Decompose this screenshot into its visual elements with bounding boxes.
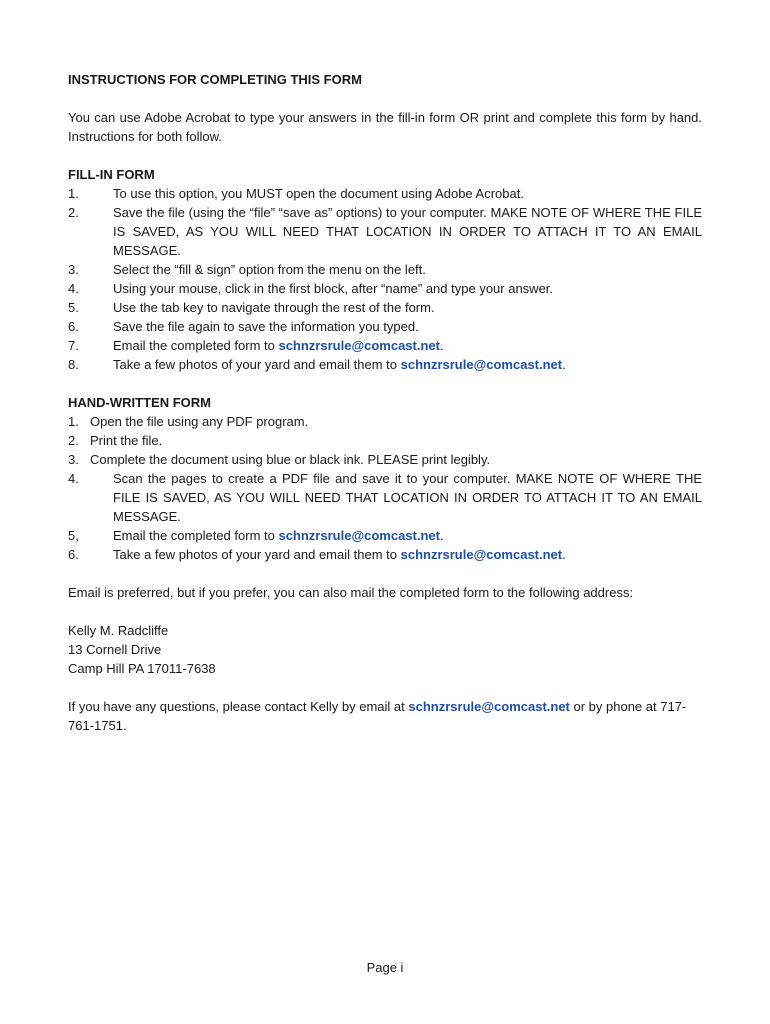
contact-text-before: If you have any questions, please contact Kelly by email at: [68, 699, 409, 714]
item-number: 1.: [68, 414, 79, 429]
item-text-before-link: Email the completed form to: [113, 338, 279, 353]
address-name: Kelly M. Radcliffe: [68, 623, 169, 638]
item-text-before-link: Take a few photos of your yard and email them to: [113, 357, 401, 372]
fill-in-list: [68, 184, 702, 374]
document-page: [68, 70, 702, 754]
item-number: 2.: [68, 205, 79, 220]
item-number: 7.: [68, 338, 79, 353]
item-number: 2.: [68, 433, 79, 448]
item-text-after-link: .: [439, 528, 444, 543]
item-text-after-link: .: [562, 547, 566, 562]
item-text: Complete the document using blue or black ink. PLEASE print legibly.: [90, 452, 491, 467]
hand-written-heading: HAND-WRITTEN FORM: [68, 395, 211, 410]
item-text: Open the file using any PDF program.: [90, 414, 309, 429]
item-text: [113, 526, 702, 545]
list-item: [68, 336, 702, 355]
item-number: 5,: [68, 528, 79, 543]
item-text: Use the tab key to navigate through the rest of the form.: [113, 300, 435, 315]
item-number: 6.: [68, 547, 79, 562]
page-number: Page i: [366, 960, 404, 975]
address-street: 13 Cornell Drive: [68, 642, 162, 657]
contact-paragraph: [68, 697, 702, 735]
hand-written-list: [68, 412, 702, 564]
item-text-before-link: Take a few photos of your yard and email them to: [113, 547, 401, 562]
list-item: [68, 469, 702, 526]
item-text-before-link: Email the completed form to: [113, 528, 279, 543]
item-number: 6.: [68, 319, 79, 334]
list-item: [68, 431, 702, 450]
list-item: [68, 317, 702, 336]
list-item: [68, 545, 702, 564]
list-item: [68, 203, 702, 260]
item-text: [113, 545, 702, 564]
address-city: Camp Hill PA 17011-7638: [68, 661, 216, 676]
page-title: INSTRUCTIONS FOR COMPLETING THIS FORM: [68, 72, 362, 87]
email-link[interactable]: schnzrsrule@comcast.net: [400, 357, 563, 372]
item-text: Save the file again to save the information you typed.: [113, 319, 419, 334]
item-text: Scan the pages to create a PDF file and save it to your computer. MAKE NOTE OF WHERE THE FILE IS SAVED, AS YOU WILL NEED THAT LOCATION IN ORDER TO ATTACH IT TO AN EMAIL MESSAGE.: [113, 471, 702, 524]
item-text: To use this option, you MUST open the document using Adobe Acrobat.: [113, 186, 524, 201]
list-item: [68, 412, 702, 431]
item-text: Select the “fill & sign” option from the menu on the left.: [113, 262, 426, 277]
item-text: Save the file (using the “file” “save as” options) to your computer. MAKE NOTE OF WHERE THE FILE IS SAVED, AS YOU WILL NEED THAT LOCATION IN ORDER TO ATTACH IT TO AN EMAIL MESSAGE.: [113, 205, 702, 258]
item-text-after-link: .: [562, 357, 566, 372]
item-number: 1.: [68, 186, 79, 201]
item-number: 5.: [68, 300, 79, 315]
item-text: Using your mouse, click in the first block, after “name” and type your answer.: [113, 281, 554, 296]
list-item: [68, 279, 702, 298]
list-item: [68, 450, 702, 469]
intro-paragraph: You can use Adobe Acrobat to type your answers in the fill-in form OR print and complete this form by hand. Instructions for both follow.: [68, 110, 702, 144]
item-text: Print the file.: [90, 433, 163, 448]
item-text: [113, 355, 702, 374]
item-number: 8.: [68, 357, 79, 372]
fill-in-heading: FILL-IN FORM: [68, 167, 155, 182]
list-item: [68, 526, 702, 545]
item-number: 4.: [68, 471, 79, 486]
item-text: [113, 336, 702, 355]
item-number: 4.: [68, 281, 79, 296]
mailing-address: [68, 621, 702, 678]
list-item: [68, 184, 702, 203]
email-link[interactable]: schnzrsrule@comcast.net: [278, 338, 440, 353]
email-link[interactable]: schnzrsrule@comcast.net: [278, 528, 440, 543]
item-number: 3.: [68, 452, 79, 467]
item-text-after-link: .: [439, 338, 444, 353]
item-number: 3.: [68, 262, 79, 277]
list-item: [68, 298, 702, 317]
list-item: [68, 355, 702, 374]
contact-text-after: or by phone at 717-761-1751.: [68, 699, 687, 733]
email-link[interactable]: schnzrsrule@comcast.net: [400, 547, 563, 562]
list-item: [68, 260, 702, 279]
contact-email-link[interactable]: schnzrsrule@comcast.net: [408, 699, 570, 714]
mail-note: Email is preferred, but if you prefer, you can also mail the completed form to the following address:: [68, 585, 634, 600]
